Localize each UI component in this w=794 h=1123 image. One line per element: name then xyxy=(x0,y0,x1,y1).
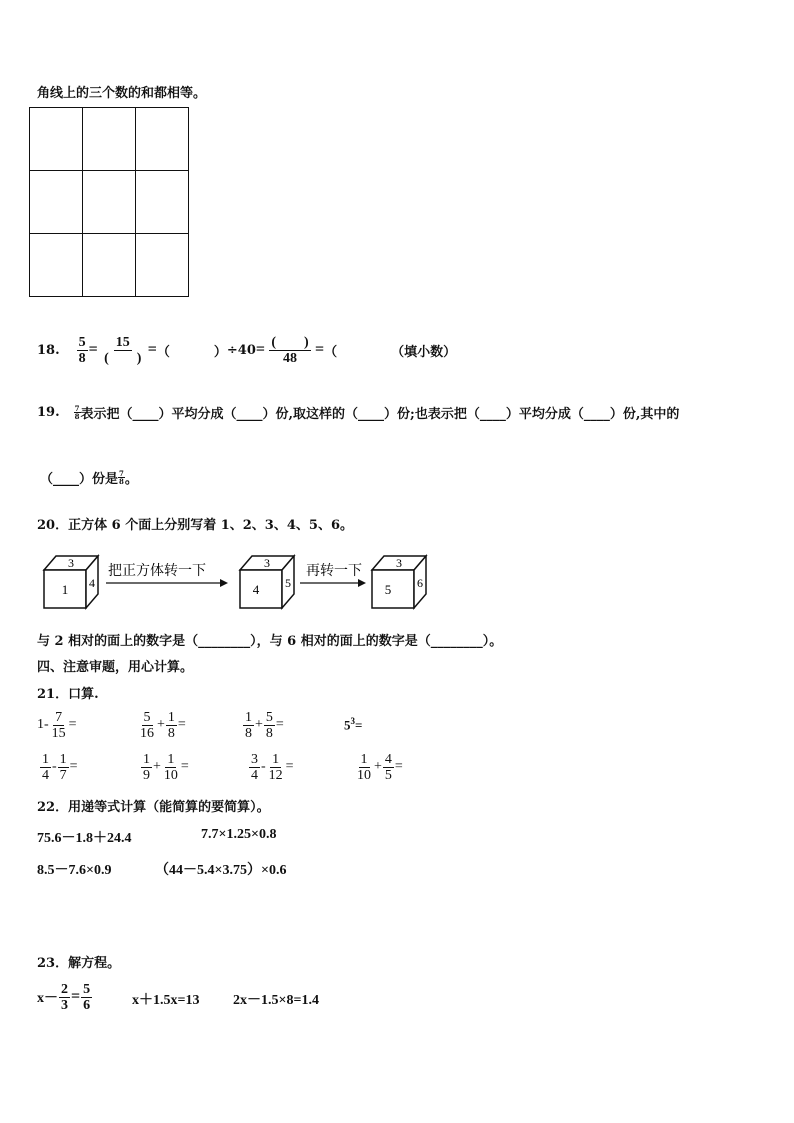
paren-right: ） xyxy=(213,344,227,360)
equals-sign: = xyxy=(255,341,266,358)
grid-cell[interactable] xyxy=(30,171,83,234)
q23-equation-1: x－ $\frac{2}{3}$ = $\frac{5}{6}$ xyxy=(37,981,91,1013)
cube-2-front-label: 4 xyxy=(252,582,260,597)
q19-number: 19. xyxy=(37,405,60,420)
arrow-1-head-icon xyxy=(220,579,228,587)
q22-expression-1: 75.6－1.8＋24.4 xyxy=(37,831,132,846)
q21-item: $\frac{1}{8}$ + $\frac{5}{8}$ = xyxy=(245,709,284,741)
q21-item: $\frac{1}{9}$ + $\frac{1}{10}$ = xyxy=(143,751,189,783)
grid-cell[interactable] xyxy=(136,234,189,297)
q21-item: $\frac{5}{16}$ + $\frac{1}{8}$ = xyxy=(140,709,186,741)
q22-title: 22．用递等式计算（能简算的要简算）。 xyxy=(37,800,270,815)
grid-cell[interactable] xyxy=(136,171,189,234)
q21-item: $\frac{1}{10}$ + $\frac{4}{5}$ = xyxy=(357,751,403,783)
cube-1-side-label: 4 xyxy=(89,576,95,590)
q19-fraction: $\frac{7}{8}$ xyxy=(74,404,80,421)
cube-rotation-figure xyxy=(38,548,438,616)
cube-3-front-label: 5 xyxy=(384,582,392,597)
cube-2-top-label: 3 xyxy=(264,556,270,570)
q23-title: 23．解方程。 xyxy=(37,956,121,971)
q21-item: 1 - $\frac{7}{15}$ = xyxy=(37,709,77,741)
q21-title: 21．口算. xyxy=(37,687,99,702)
q18-fraction-2: $\frac{15}{( )}$ xyxy=(104,334,142,366)
equals-sign: = xyxy=(147,341,157,358)
cube-3-side-label: 6 xyxy=(417,576,423,590)
cube-1-top-label: 3 xyxy=(68,556,74,570)
q22-expression-2: 7.7×1.25×0.8 xyxy=(201,827,277,842)
cube-2-side-label: 5 xyxy=(285,576,291,590)
q20-question: 与 2 相对的面上的数字是（________），与 6 相对的面上的数字是（________）。 xyxy=(37,634,503,649)
grid-cell[interactable] xyxy=(30,234,83,297)
q19-text-2: （____）份是 xyxy=(40,472,119,487)
cube-2 xyxy=(240,556,294,608)
q17-text: 角线上的三个数的和都相等。 xyxy=(37,86,207,101)
cube-3-top-label: 3 xyxy=(396,556,402,570)
equals-sign: = xyxy=(315,341,325,358)
section-4-heading: 四、注意审题，用心计算。 xyxy=(37,660,194,675)
arrow-1-label: 把正方体转一下 xyxy=(108,563,206,579)
arrow-2-label: 再转一下 xyxy=(306,563,362,579)
grid-cell[interactable] xyxy=(136,108,189,171)
q18-hint: （填小数） xyxy=(391,344,457,360)
q19-text-1: 表示把（____）平均分成（____）份,取这样的（____）份;也表示把（____）平均分成（____）份,其中的 xyxy=(80,407,680,422)
paren-left: （ xyxy=(324,344,338,360)
magic-square-grid xyxy=(29,107,189,297)
q20-text: 20．正方体 6 个面上分别写着 1、2、3、4、5、6。 xyxy=(37,518,353,533)
q18-number: 18. xyxy=(37,342,60,358)
q18-row xyxy=(37,330,456,370)
q22-expression-4: （44－5.4×3.75）×0.6 xyxy=(155,863,287,878)
q18-fraction-1: $\frac{5}{8}$ xyxy=(78,334,86,366)
grid-cell[interactable] xyxy=(83,234,136,297)
grid-cell[interactable] xyxy=(83,108,136,171)
q21-item: $\frac{1}{4}$ - $\frac{1}{7}$ = xyxy=(42,751,78,783)
q18-fraction-3: $\frac{( )}{48}$ xyxy=(271,334,309,366)
cube-3 xyxy=(372,556,426,608)
divide-40: ÷40 xyxy=(226,342,256,358)
q23-equation-3: 2x－1.5×8=1.4 xyxy=(233,993,319,1008)
grid-cell[interactable] xyxy=(83,171,136,234)
paren-left: （ xyxy=(156,344,170,360)
grid-cell[interactable] xyxy=(30,108,83,171)
cube-1-front-label: 1 xyxy=(61,582,69,597)
cube-1 xyxy=(44,556,98,608)
q19-line-2: （____）份是 $\frac{7}{8}$ 。 xyxy=(40,469,138,487)
q21-item: $\frac{3}{4}$ - $\frac{1}{12}$ = xyxy=(251,751,294,783)
q21-item: $5^3=$ xyxy=(344,716,363,733)
q23-equation-2: x＋1.5x=13 xyxy=(132,993,200,1008)
q19-fraction: $\frac{7}{8}$ xyxy=(119,469,124,486)
arrow-2-head-icon xyxy=(358,579,366,587)
q22-expression-3: 8.5－7.6×0.9 xyxy=(37,863,112,878)
equals-sign: = xyxy=(88,341,98,358)
q19-line-1 xyxy=(37,403,679,422)
